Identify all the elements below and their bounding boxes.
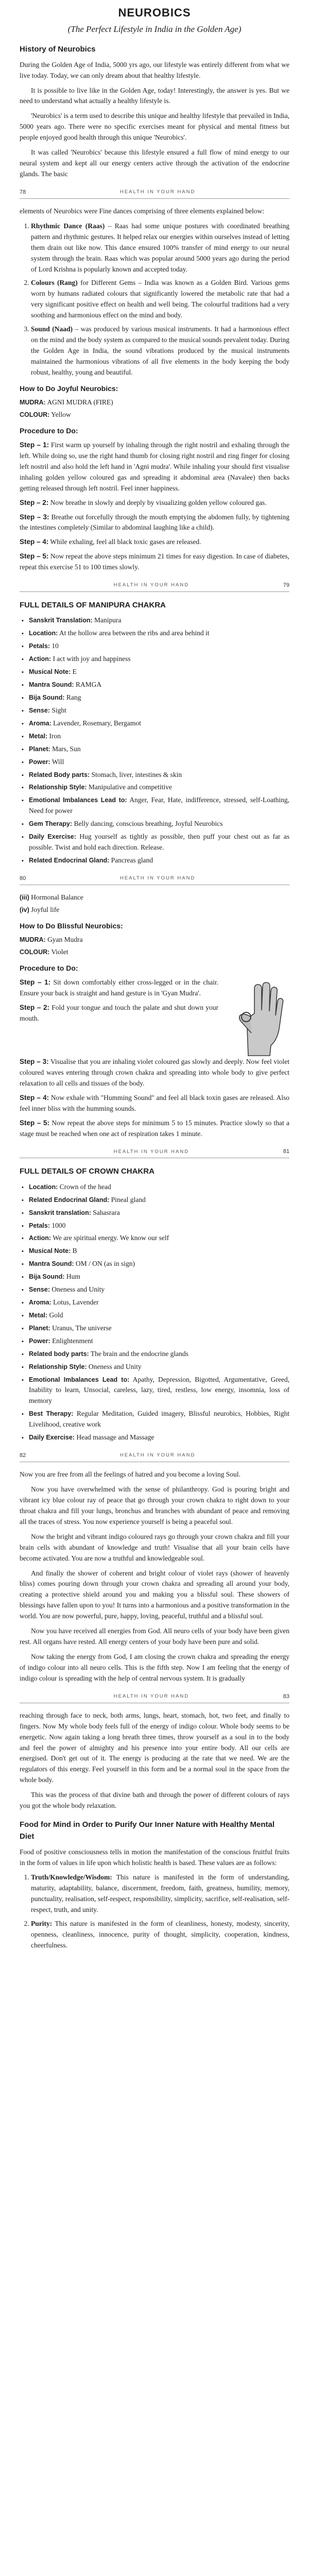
list-item: ▪ Related body parts: The brain and the endocrine glands (29, 1349, 289, 1360)
list-item: ▪ Related Body parts: Stomach, liver, intestines & skin (29, 770, 289, 781)
list-item: ▪ Sense: Sight (29, 705, 289, 716)
running-header (20, 874, 289, 885)
list-item: ▪ Mantra Sound: RAMGA (29, 680, 289, 690)
manipura-list (20, 615, 289, 866)
elements-list (20, 221, 289, 378)
list-item: ▪ Action: I act with joy and happiness (29, 654, 289, 665)
step: Step – 5: Now repeat the above steps minimum 21 times for easy digestion. In case of diabetes, repeat this exercise 51 to 100 times slowly. (20, 552, 289, 571)
page-number: 79 (283, 582, 289, 589)
running-title: HEALTH IN YOUR HAND (119, 875, 196, 882)
blissful-steps-top (20, 977, 218, 1028)
list-item: ▪ Metal: Gold (29, 1310, 289, 1321)
list-item: ▪ Petals: 1000 (29, 1221, 289, 1231)
running-title: HEALTH IN YOUR HAND (113, 1693, 190, 1699)
running-title: HEALTH IN YOUR HAND (113, 582, 190, 588)
blissful-colour: COLOUR: Violet (20, 948, 68, 956)
history-heading: History of Neurobics (20, 45, 96, 54)
tail-item: (iv) Joyful life (20, 905, 60, 913)
gyan-mudra-hand-icon (228, 979, 289, 1057)
joyful-heading: How to Do Joyful Neurobics: (20, 384, 118, 393)
page-80 (0, 599, 309, 866)
food-intro: Food of positive consciousness tells in motion the manifestation of the conscious fruitful fruits in the form of values in life upon which holistic health is based. These values are as follows: (20, 1848, 289, 1867)
list-item: ▪ Power: Enlightenment (29, 1336, 289, 1347)
page-83 (0, 1469, 309, 1684)
running-title: HEALTH IN YOUR HAND (113, 1148, 190, 1155)
list-item: ▪ Metal: Iron (29, 731, 289, 742)
running-title: HEALTH IN YOUR HAND (119, 1452, 196, 1459)
list-item: ▪ Daily Exercise: Hug yourself as tightly as possible, then puff your chest out as far as possible. Twist and hold each direction. Release. (29, 832, 289, 853)
tail-item: (iii) Hormonal Balance (20, 893, 83, 901)
step: Step – 5: Now repeat the above steps for minimum 5 to 15 minutes. Practice slowly so that a stage must be reached when one act of respiration takes 1 minute. (20, 1118, 289, 1138)
history-para-3: 'Neurobics' is a term used to describe this unique and healthy lifestyle that prevailed in India, 5000 years ago. There were no specific exercises meant for physical and mental fitness but people enjoyed good health through this unique 'Neurobics'. (20, 112, 289, 142)
list-item: ▪ Bija Sound: Hum (29, 1272, 289, 1282)
page-number: 81 (283, 1148, 289, 1155)
running-header (20, 1692, 289, 1703)
list-item: 3. Sound (Naad) – was produced by various musical instruments. It had a harmonious effect on the mind and the body system as compared to the musical sounds prevalent today. During the Golden Age in India, the sound vibrations produced by the musical instruments maintained the harmonious vibrations of all five elements in the body keeping the body robust, healthy, young and beautiful. (31, 324, 289, 378)
running-header (20, 1147, 289, 1158)
crown-heading: FULL DETAILS OF CROWN CHAKRA (20, 1167, 154, 1176)
list-item: ▪ Musical Note: B (29, 1246, 289, 1257)
step: Step – 3: Visualise that you are inhaling violet coloured gas slowly and deeply. Now feel violet coloured waves entering through crown chakra and spreading into whole body to give perfect relaxation to all cells and tissues of the body. (20, 1057, 289, 1087)
crown-para: Now you are free from all the feelings of hatred and you become a loving Soul. (20, 1470, 241, 1479)
step: Step – 4: While exhaling, feel all black toxic gases are released. (20, 538, 201, 546)
list-item: ▪ Mantra Sound: OM / ON (as in sign) (29, 1259, 289, 1269)
crown-para: Now the bright and vibrant indigo coloured rays go through your crown chakra and fill your brain cells with abundant of knowledge and truth! Visualise that all your brain cells have become activated. You are now a truthful and knowledgeable soul. (20, 1532, 289, 1562)
list-item: ▪ Relationship Style: Oneness and Unity (29, 1362, 289, 1372)
document-title: NEUROBICS (118, 6, 191, 19)
page-number: 78 (20, 189, 26, 195)
list-item: 1. Rhythmic Dance (Raas) – Raas had some unique postures with coordinated breathing pattern and rhythmic gestures. It helped relax our energies within ourselves instead of letting them drain out like now. This dance ensured 100% transfer of mind energy to our neural system through the brain. Raas which was popular around 5000 years ago during the period of Lord Krishna is popularly known and accepted today. (31, 221, 289, 275)
history-para-5: elements of Neurobics were Fine dances comprising of three elements explained below: (20, 207, 264, 215)
list-item: ▪ Daily Exercise: Head massage and Massage (29, 1432, 289, 1443)
list-item: ▪ Related Endocrinal Gland: Pineal gland (29, 1195, 289, 1206)
food-heading: Food for Mind in Order to Purify Our Inner Nature with Healthy Mental Diet (20, 1820, 275, 1841)
list-item: ▪ Relationship Style: Manipulative and competitive (29, 782, 289, 793)
list-item: ▪ Best Therapy: Regular Meditation, Guided imagery, Blissful neurobics, Hobbies, Right Livelihood, creative work (29, 1409, 289, 1430)
page-number: 80 (20, 875, 26, 882)
blissful-heading: How to Do Blissful Neurobics: (20, 921, 123, 930)
list-item: ▪ Related Endocrinal Gland: Pancreas gland (29, 855, 289, 866)
running-header (20, 581, 289, 592)
list-item: ▪ Planet: Uranus, The universe (29, 1323, 289, 1334)
step: Step – 1: First warm up yourself by inhaling through the right nostril and exhaling through the left. While doing so, use the right hand thumb for closing right nostril and ring finger for closing left nostril and also hold the left hand in 'Agni mudra'. While inhaling your should first visualise inhaling golden yellow coloured gas and spreading it abdominal area (Navalee) then backs getting released through left nostril. Feel inner happiness. (20, 441, 289, 492)
list-item: 2. Colours (Rang) for Different Gems – India was known as a Golden Bird. Various gems worn by humans radiated colours that significantly lowered the metabolic rate that had a very significant positive effect on health and well being. The colourful traditions had a very soothing and harmonious effect on the mind and body. (31, 278, 289, 321)
list-item: ▪ Location: Crown of the head (29, 1182, 289, 1193)
list-item: ▪ Emotional Imbalances Lead to: Anger, Fear, Hate, indifference, stressed, self-Loathing, Need for power (29, 795, 289, 817)
running-header (20, 188, 289, 199)
list-item: ▪ Aroma: Lavender, Rosemary, Bergamot (29, 718, 289, 729)
page-79 (0, 206, 309, 573)
list-item: 2. Purity: This nature is manifested in the form of cleanliness, honesty, modesty, sincerity, openness, cleanliness, innocence, purity of thought, simplicity, cooperation, kindness, cheerfulness. (31, 1919, 289, 1951)
document-subtitle: (The Perfect Lifestyle in India in the Golden Age) (67, 24, 242, 35)
list-item: ▪ Sanskrit Translation: Manipura (29, 615, 289, 626)
crown-para: Now taking the energy from God, I am closing the crown chakra and spreading the energy of indigo colour into all neuro cells. This is the fifth step. Now I am feeling that the energy of indigo colour is spreading with the help of central nervous system. It is gradually (20, 1652, 289, 1682)
list-item: ▪ Aroma: Lotus, Lavender (29, 1297, 289, 1308)
crown-para: And finally the shower of coherent and bright colour of violet rays (shower of heavenly bliss) comes pouring down through your crown chakra and spreading all around your body, creating a protective shield around you and making you a blissful soul. These showers of blessings have fallen upon to you! It turns into a harmonious and a positive transformation in the world. You are now powerful, pure, happy, loving, peaceful, truthful and a blissful soul. (20, 1569, 289, 1620)
blissful-step-block (20, 977, 289, 1057)
joyful-steps (20, 440, 289, 573)
page-78 (0, 0, 309, 180)
list-item: ▪ Petals: 10 (29, 641, 289, 652)
list-item: ▪ Location: At the hollow area between the ribs and area behind it (29, 628, 289, 639)
list-item: ▪ Bija Sound: Rang (29, 692, 289, 703)
joyful-mudra: MUDRA: AGNI MUDRA (FIRE) (20, 398, 113, 406)
list-item: 1. Truth/Knowledge/Wisdom: This nature is manifested in the form of understanding, maturity, adaptability, balance, discernment, freedom, faith, greatness, humility, memory, punctuality, realisation, self-respect, responsibility, simplicity, sacrifice, self-realisation, self-respect, truth, and unity. (31, 1872, 289, 1916)
page-82 (0, 1165, 309, 1443)
list-item: ▪ Emotional Imbalances Lead to: Apathy, Depression, Bigotted, Argumentative, Greed, Inability to learn, Unsocial, careless, lazy, tired, restless, low energy, insomnia, loss of memory (29, 1375, 289, 1407)
history-para-1: During the Golden Age of India, 5000 yrs ago, our lifestyle was entirely different from what we live today. Today, we can only dream about that healthy lifestyle. (20, 60, 289, 79)
step: Step – 2: Fold your tongue and touch the palate and shut down your mouth. (20, 1003, 218, 1022)
crown-para: Now you have received all energies from God. All neuro cells of your body have been given rest. All organs have rested. All energy centers of your body have been pure and solid. (20, 1627, 289, 1646)
joyful-procedure-heading: Procedure to Do: (20, 427, 78, 435)
blissful-steps-bottom (20, 1057, 289, 1139)
running-title: HEALTH IN YOUR HAND (119, 189, 196, 195)
step: Step – 2: Now breathe in slowly and deeply by visualizing golden yellow coloured gas. (20, 498, 267, 506)
crown-list (20, 1182, 289, 1443)
crown-para: Now you have overwhelmed with the sense of philanthropy. God is pouring bright and vibrant icy blue colour ray of peace that go through your crown chakra to right down to your throat chakra and fill your lungs, bronchus and branches with abundant of peace and removing all the traces of stress. You now experience yourself is being a peaceful soul. (20, 1485, 289, 1526)
page-84 (0, 1710, 309, 1995)
step: Step – 1: Sit down comfortably either cross-legged or in the chair. Ensure your back is straight and hand gesture is in 'Gyan Mudra'. (20, 978, 218, 997)
blissful-mudra: MUDRA: Gyan Mudra (20, 936, 83, 944)
food-list (20, 1872, 289, 1951)
page-number: 83 (283, 1693, 289, 1700)
list-item: ▪ Power: Will (29, 757, 289, 768)
running-header (20, 1451, 289, 1462)
list-item: ▪ Gem Therapy: Belly dancing, conscious breathing, Joyful Neurobics (29, 819, 289, 829)
crown-para: This was the process of that divine bath and through the power of different colours of rays you got the whole body relaxation. (20, 1791, 289, 1810)
list-item: ▪ Sense: Oneness and Unity (29, 1284, 289, 1295)
history-para-2: It is possible to live like in the Golden Age, today! Interestingly, the answer is yes. But we need to understand what actually a healthy lifestyle is. (20, 86, 289, 105)
step: Step – 3: Breathe out forcefully through the mouth emptying the abdomen fully, by tightening the intestines completely (Similar to abdominal laughing like a child). (20, 513, 289, 532)
list-item: ▪ Sanskrit translation: Sahasrara (29, 1208, 289, 1218)
history-para-4: It was called 'Neurobics' because this lifestyle ensured a full flow of mind energy to our neural system and kept all our energy centers active through the activation of the endocrine glands. The basic (20, 148, 289, 178)
manipura-heading: FULL DETAILS OF MANIPURA CHAKRA (20, 601, 166, 610)
list-item: ▪ Action: We are spiritual energy. We know our self (29, 1233, 289, 1244)
blissful-procedure-heading: Procedure to Do: (20, 964, 78, 973)
list-item: ▪ Planet: Mars, Sun (29, 744, 289, 755)
page-81 (0, 892, 309, 1140)
crown-para: reaching through face to neck, both arms, lungs, heart, stomach, hot, two feet, and finally to fingers. Now My whole body feels full of the energy of indigo colour. Whole body seems to be energetic. Now again taking a long breath three times, throw yourself as a soul in to the body and feel the power of almighty and his presence into your entire body. All our cells are energised. Don't get out of it. The energy is producing at the rate that we need. We are the regulators of this energy. Feel yourself in this form and be a normal soul in the space from the whole body. (20, 1711, 289, 1784)
page-number: 82 (20, 1452, 26, 1459)
joyful-colour: COLOUR: Yellow (20, 411, 71, 419)
list-item: ▪ Musical Note: E (29, 667, 289, 677)
step: Step – 4: Now exhale with "Humming Sound" and feel all black toxin gases are released. Also feel inner bliss with the humming sounds. (20, 1093, 289, 1112)
